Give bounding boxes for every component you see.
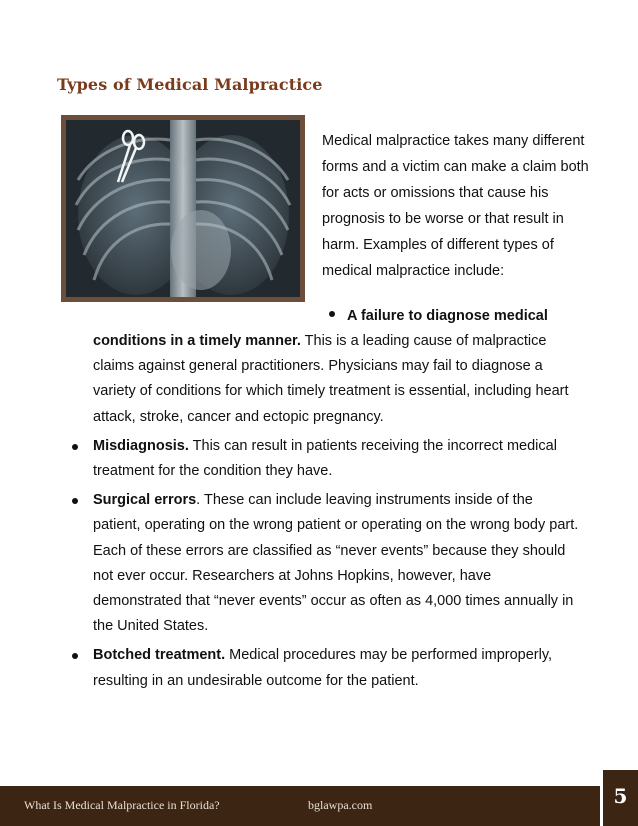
list-item [72, 434, 582, 484]
malpractice-types-list [72, 329, 582, 698]
page-number-box [603, 770, 638, 826]
list-item-continuation [72, 329, 582, 430]
intro-paragraph: Medical malpractice takes many different forms and a victim can make a claim both for acts or omissions that cause his prognosis to be worse or that result in harm. Examples of different types of medical malpractice include: [322, 133, 589, 279]
bullet-icon [72, 444, 78, 450]
page-title: Types of Medical Malpractice [57, 75, 323, 94]
bullet-icon [329, 311, 335, 317]
bullet-icon [72, 498, 78, 504]
item-text: Medical procedures may be performed improperly, resulting in an undesirable outcome for the patient. [93, 647, 553, 689]
list-item [329, 303, 548, 329]
bullet-icon [72, 653, 78, 659]
item-text: This can result in patients receiving the incorrect medical treatment for the condition they have. [93, 437, 557, 480]
item-lead: A failure to diagnose medical [347, 308, 548, 324]
list-item [72, 643, 582, 693]
footer-website: bglawpa.com [308, 798, 373, 812]
item-lead: Surgical errors [93, 492, 197, 509]
item-text: . These can include leaving instruments inside of the patient, operating on the wrong patient or operating on the wrong body part. Each of these errors are classified as “never events” because they should not ever occur. Researchers at Johns Hopkins, however, have demonstrated that “never events” occur as often as 4,000 times annually in the United States. [93, 492, 579, 635]
page-number: 5 [613, 784, 628, 808]
item-lead: Botched treatment. [93, 647, 226, 664]
list-item [72, 488, 582, 639]
item-lead: Misdiagnosis. [93, 437, 189, 454]
item-lead: conditions in a timely manner. [93, 333, 301, 349]
item-text: This is a leading cause of malpractice claims against general practitioners. Physicians may fail to diagnose a variety of conditions for which timely treatment is essential, including heart attack, stroke, cancer and ectopic pregnancy. [93, 333, 569, 425]
footer-document-title: What Is Medical Malpractice in Florida? [24, 798, 220, 812]
chest-xray-with-scissors-image [61, 115, 305, 302]
footer-bar [0, 786, 600, 826]
